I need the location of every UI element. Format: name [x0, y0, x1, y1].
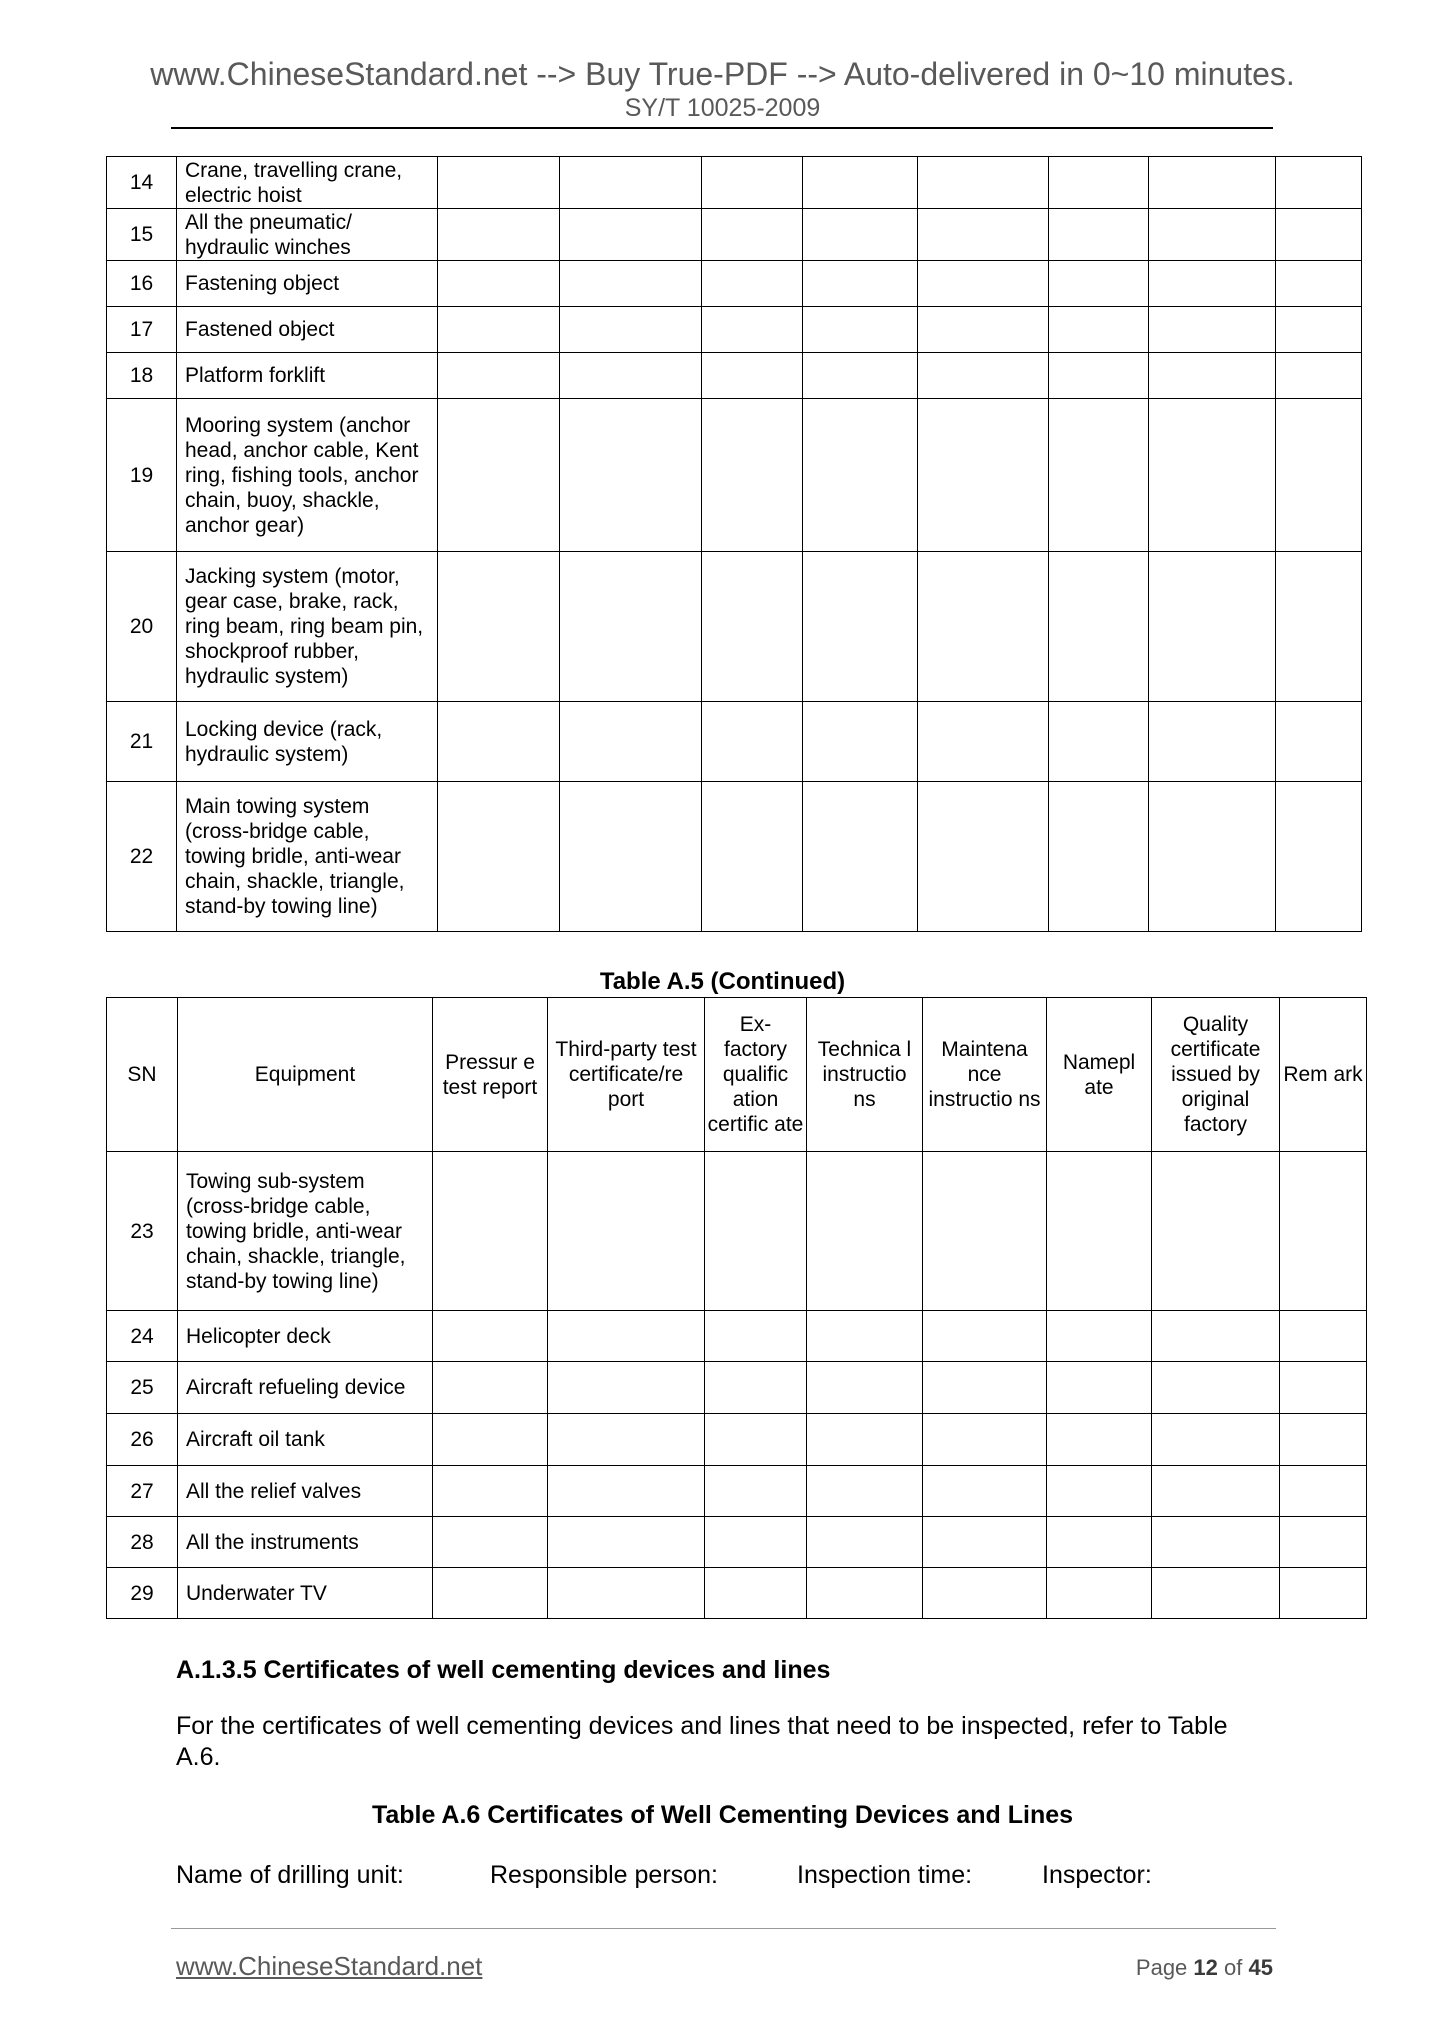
row-sn: 16	[107, 261, 177, 307]
table-row	[107, 261, 1362, 307]
empty-cell	[1149, 552, 1276, 702]
table-row	[107, 353, 1362, 399]
footer-divider	[171, 1928, 1276, 1929]
row-sn: 14	[107, 157, 177, 209]
empty-cell	[1049, 702, 1149, 782]
empty-cell	[1149, 307, 1276, 353]
empty-cell	[1047, 1152, 1152, 1311]
empty-cell	[702, 209, 803, 261]
empty-cell	[1049, 157, 1149, 209]
row-sn: 23	[107, 1152, 178, 1311]
standard-number: SY/T 10025-2009	[624, 94, 821, 122]
empty-cell	[803, 399, 918, 552]
empty-cell	[807, 1152, 923, 1311]
empty-cell	[923, 1152, 1047, 1311]
empty-cell	[807, 1414, 923, 1466]
row-sn: 22	[107, 782, 177, 932]
row-equipment: All the pneumatic/ hydraulic winches	[177, 209, 438, 261]
empty-cell	[803, 702, 918, 782]
row-equipment: Locking device (rack, hydraulic system)	[177, 702, 438, 782]
empty-cell	[548, 1362, 705, 1414]
empty-cell	[918, 702, 1049, 782]
empty-cell	[918, 261, 1049, 307]
empty-cell	[1047, 1466, 1152, 1517]
footer-link[interactable]: www.ChineseStandard.net	[176, 1951, 483, 1981]
empty-cell	[702, 782, 803, 932]
empty-cell	[433, 1414, 548, 1466]
empty-cell	[1049, 782, 1149, 932]
equipment-table-part2	[106, 997, 1367, 1619]
empty-cell	[705, 1517, 807, 1568]
empty-cell	[560, 209, 702, 261]
row-sn: 28	[107, 1517, 178, 1568]
empty-cell	[807, 1362, 923, 1414]
empty-cell	[548, 1152, 705, 1311]
page-number: Page 12 of 45	[1135, 1955, 1273, 1980]
field-drilling-unit: Name of drilling unit:	[176, 1861, 404, 1889]
empty-cell	[705, 1414, 807, 1466]
empty-cell	[1149, 702, 1276, 782]
empty-cell	[560, 552, 702, 702]
header-divider	[171, 127, 1273, 129]
empty-cell	[1149, 399, 1276, 552]
empty-cell	[1280, 1568, 1367, 1619]
empty-cell	[1149, 261, 1276, 307]
empty-cell	[1149, 782, 1276, 932]
empty-cell	[803, 261, 918, 307]
empty-cell	[438, 261, 560, 307]
table-row	[107, 209, 1362, 261]
table-row	[107, 1152, 1367, 1311]
empty-cell	[560, 307, 702, 353]
empty-cell	[1149, 209, 1276, 261]
equipment-table-part1	[106, 156, 1362, 932]
empty-cell	[807, 1568, 923, 1619]
row-sn: 26	[107, 1414, 178, 1466]
col-header-pressure-test-report: Pressur e test report	[433, 998, 548, 1152]
field-inspection-time: Inspection time:	[797, 1861, 973, 1889]
empty-cell	[1276, 353, 1362, 399]
row-sn: 21	[107, 702, 177, 782]
empty-cell	[433, 1517, 548, 1568]
empty-cell	[438, 209, 560, 261]
empty-cell	[548, 1414, 705, 1466]
row-equipment: Towing sub-system (cross-bridge cable, towing bridle, anti-wear chain, shackle, triangle, stand-by towing line)	[178, 1152, 433, 1311]
row-equipment: Mooring system (anchor head, anchor cable, Kent ring, fishing tools, anchor chain, buoy, shackle, anchor gear)	[177, 399, 438, 552]
empty-cell	[918, 307, 1049, 353]
empty-cell	[438, 307, 560, 353]
empty-cell	[433, 1311, 548, 1362]
row-equipment: Aircraft refueling device	[178, 1362, 433, 1414]
empty-cell	[1049, 399, 1149, 552]
row-sn: 20	[107, 552, 177, 702]
empty-cell	[1152, 1414, 1280, 1466]
empty-cell	[433, 1362, 548, 1414]
row-equipment: All the instruments	[178, 1517, 433, 1568]
row-sn: 19	[107, 399, 177, 552]
empty-cell	[438, 399, 560, 552]
empty-cell	[705, 1311, 807, 1362]
empty-cell	[702, 552, 803, 702]
empty-cell	[1047, 1568, 1152, 1619]
row-equipment: Fastened object	[177, 307, 438, 353]
empty-cell	[548, 1311, 705, 1362]
row-equipment: Underwater TV	[178, 1568, 433, 1619]
empty-cell	[1047, 1362, 1152, 1414]
empty-cell	[1047, 1414, 1152, 1466]
empty-cell	[923, 1414, 1047, 1466]
empty-cell	[1049, 353, 1149, 399]
field-inspector: Inspector:	[1042, 1861, 1152, 1889]
empty-cell	[433, 1568, 548, 1619]
section-heading: A.1.3.5 Certificates of well cementing devices and lines	[176, 1656, 831, 1684]
col-header-equipment: Equipment	[178, 998, 433, 1152]
row-equipment: All the relief valves	[178, 1466, 433, 1517]
col-header-nameplate: Namepl ate	[1047, 998, 1152, 1152]
empty-cell	[438, 702, 560, 782]
empty-cell	[433, 1152, 548, 1311]
empty-cell	[918, 209, 1049, 261]
empty-cell	[438, 353, 560, 399]
table-row	[107, 399, 1362, 552]
table-row	[107, 1466, 1367, 1517]
empty-cell	[702, 399, 803, 552]
empty-cell	[702, 702, 803, 782]
empty-cell	[1280, 1466, 1367, 1517]
empty-cell	[702, 157, 803, 209]
empty-cell	[1152, 1152, 1280, 1311]
empty-cell	[560, 399, 702, 552]
empty-cell	[1280, 1362, 1367, 1414]
row-equipment: Platform forklift	[177, 353, 438, 399]
empty-cell	[1149, 157, 1276, 209]
col-header-maintenance-instructions: Maintena nce instructio ns	[923, 998, 1047, 1152]
empty-cell	[918, 353, 1049, 399]
empty-cell	[1047, 1311, 1152, 1362]
row-sn: 25	[107, 1362, 178, 1414]
empty-cell	[1280, 1414, 1367, 1466]
header-banner: www.ChineseStandard.net --> Buy True-PDF --> Auto-delivered in 0~10 minutes.	[150, 56, 1295, 92]
row-equipment: Aircraft oil tank	[178, 1414, 433, 1466]
empty-cell	[1049, 307, 1149, 353]
table-row	[107, 702, 1362, 782]
empty-cell	[1152, 1311, 1280, 1362]
empty-cell	[1276, 552, 1362, 702]
table-row	[107, 782, 1362, 932]
empty-cell	[918, 399, 1049, 552]
table-header-row	[107, 998, 1367, 1152]
empty-cell	[803, 209, 918, 261]
empty-cell	[923, 1568, 1047, 1619]
table-row	[107, 552, 1362, 702]
table-a5-continued-caption: Table A.5 (Continued)	[599, 968, 846, 995]
empty-cell	[807, 1466, 923, 1517]
empty-cell	[560, 261, 702, 307]
col-header-ex-factory-certificate: Ex- factory qualific ation certific ate	[705, 998, 807, 1152]
empty-cell	[923, 1466, 1047, 1517]
empty-cell	[702, 353, 803, 399]
empty-cell	[1152, 1568, 1280, 1619]
table-row	[107, 1362, 1367, 1414]
empty-cell	[1049, 261, 1149, 307]
empty-cell	[433, 1466, 548, 1517]
empty-cell	[1152, 1466, 1280, 1517]
empty-cell	[1047, 1517, 1152, 1568]
empty-cell	[705, 1466, 807, 1517]
empty-cell	[803, 157, 918, 209]
empty-cell	[923, 1517, 1047, 1568]
empty-cell	[807, 1517, 923, 1568]
row-equipment: Main towing system (cross-bridge cable, towing bridle, anti-wear chain, shackle, triangle, stand-by towing line)	[177, 782, 438, 932]
empty-cell	[438, 552, 560, 702]
empty-cell	[438, 782, 560, 932]
empty-cell	[1149, 353, 1276, 399]
empty-cell	[1276, 157, 1362, 209]
empty-cell	[803, 353, 918, 399]
empty-cell	[1152, 1362, 1280, 1414]
empty-cell	[1276, 209, 1362, 261]
empty-cell	[1276, 782, 1362, 932]
empty-cell	[803, 782, 918, 932]
empty-cell	[803, 307, 918, 353]
empty-cell	[705, 1152, 807, 1311]
empty-cell	[560, 157, 702, 209]
empty-cell	[1280, 1311, 1367, 1362]
empty-cell	[918, 552, 1049, 702]
row-equipment: Fastening object	[177, 261, 438, 307]
table-row	[107, 1517, 1367, 1568]
empty-cell	[548, 1568, 705, 1619]
col-header-third-party-certificate: Third-party test certificate/re port	[548, 998, 705, 1152]
table-row	[107, 1311, 1367, 1362]
empty-cell	[1276, 399, 1362, 552]
empty-cell	[702, 307, 803, 353]
empty-cell	[560, 353, 702, 399]
empty-cell	[1280, 1517, 1367, 1568]
field-responsible-person: Responsible person:	[490, 1861, 718, 1889]
empty-cell	[1276, 261, 1362, 307]
col-header-technical-instructions: Technica l instructio ns	[807, 998, 923, 1152]
empty-cell	[548, 1517, 705, 1568]
table-row	[107, 1414, 1367, 1466]
table-row	[107, 307, 1362, 353]
empty-cell	[560, 702, 702, 782]
empty-cell	[702, 261, 803, 307]
table-a6-caption: Table A.6 Certificates of Well Cementing Devices and Lines	[371, 1801, 1074, 1829]
empty-cell	[1049, 209, 1149, 261]
row-sn: 18	[107, 353, 177, 399]
empty-cell	[560, 782, 702, 932]
empty-cell	[705, 1362, 807, 1414]
section-paragraph: For the certificates of well cementing devices and lines that need to be inspected, refer to Table A.6.	[176, 1712, 1228, 1771]
row-sn: 17	[107, 307, 177, 353]
table-row	[107, 1568, 1367, 1619]
row-sn: 29	[107, 1568, 178, 1619]
row-sn: 24	[107, 1311, 178, 1362]
empty-cell	[1276, 702, 1362, 782]
row-sn: 27	[107, 1466, 178, 1517]
col-header-sn: SN	[107, 998, 178, 1152]
row-equipment: Jacking system (motor, gear case, brake, rack, ring beam, ring beam pin, shockproof rubber, hydraulic system)	[177, 552, 438, 702]
empty-cell	[923, 1362, 1047, 1414]
empty-cell	[923, 1311, 1047, 1362]
empty-cell	[807, 1311, 923, 1362]
empty-cell	[1280, 1152, 1367, 1311]
row-equipment: Crane, travelling crane, electric hoist	[177, 157, 438, 209]
empty-cell	[918, 157, 1049, 209]
col-header-quality-certificate: Quality certificate issued by original factory	[1152, 998, 1280, 1152]
empty-cell	[705, 1568, 807, 1619]
empty-cell	[1049, 552, 1149, 702]
empty-cell	[438, 157, 560, 209]
empty-cell	[803, 552, 918, 702]
col-header-remark: Rem ark	[1280, 998, 1367, 1152]
row-sn: 15	[107, 209, 177, 261]
empty-cell	[918, 782, 1049, 932]
empty-cell	[1152, 1517, 1280, 1568]
empty-cell	[548, 1466, 705, 1517]
empty-cell	[1276, 307, 1362, 353]
row-equipment: Helicopter deck	[178, 1311, 433, 1362]
table-row	[107, 157, 1362, 209]
